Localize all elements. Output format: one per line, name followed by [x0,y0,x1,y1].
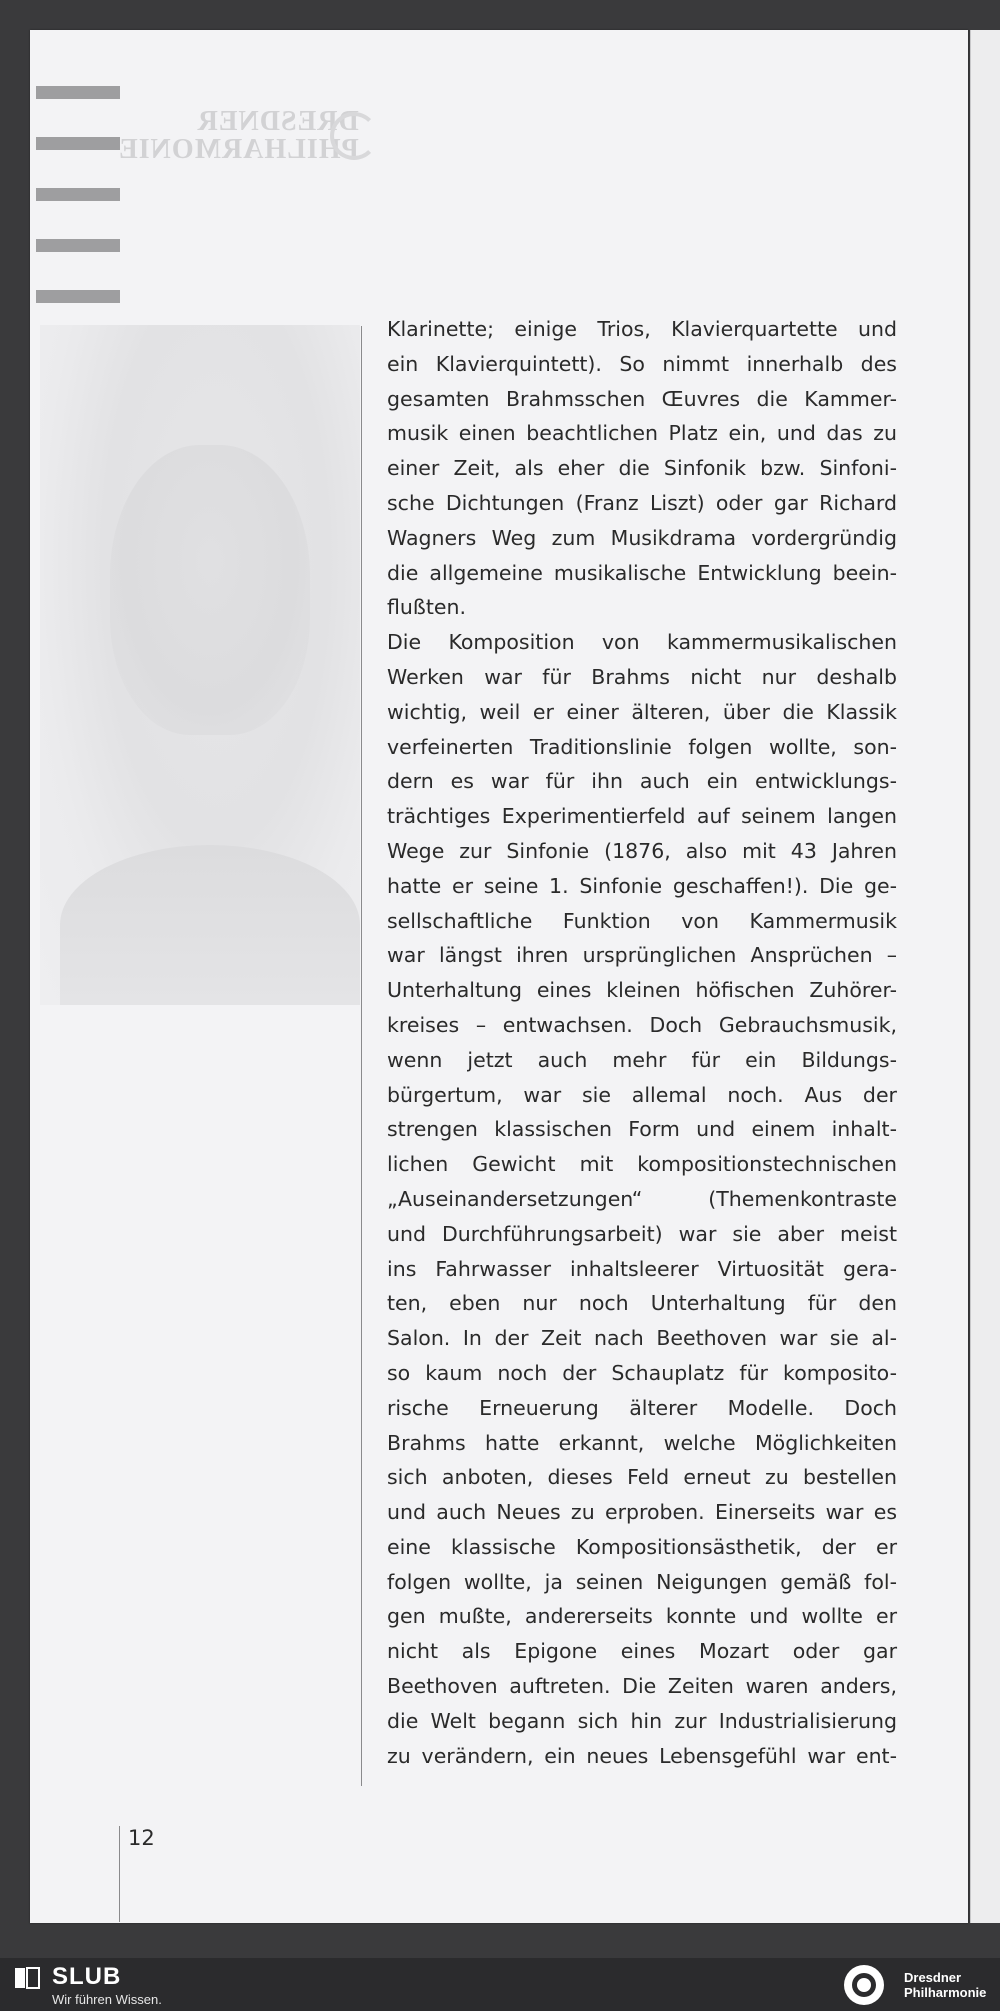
text-line: und auch Neues zu erproben. Einerseits war es [387,1500,897,1525]
text-line: und Durchführungsarbeit) war sie aber meist [387,1221,897,1246]
text-line: zu verändern, ein neues Lebensgefühl war ent- [387,1743,897,1768]
text-line: rische Erneuerung älterer Modelle. Doch [387,1395,897,1420]
column-rule [361,326,362,1786]
registration-mark [36,239,120,252]
registration-marks [36,86,120,341]
text-line: einer Zeit, als eher die Sinfonik bzw. Sinfoni- [387,456,897,481]
text-line: Klarinette; einige Trios, Klavierquartette und [387,317,897,341]
text-line: Beethoven auftreten. Die Zeiten waren anders, [387,1674,897,1699]
text-line: Unterhaltung eines kleinen höfischen Zuhörer- [387,978,897,1003]
text-line: so kaum noch der Schauplatz für komposito- [387,1360,897,1385]
text-line: lichen Gewicht mit kompositionstechnischen [387,1152,897,1177]
slub-book-icon[interactable] [14,1966,40,1990]
page-number-rule [119,1826,120,1922]
text-line: „Auseinandersetzungen“ (Themenkontraste [387,1186,897,1211]
library-name[interactable]: SLUB [52,1963,122,1990]
partner-name-line2: Philharmonie [904,1985,987,2000]
portrait-face [110,445,310,735]
text-line: musik einen beachtlichen Platz ein, und das zu [387,421,897,446]
text-line: wichtig, weil er einer älteren, über die Klassik [387,699,897,724]
dresdner-philharmonie-logo-icon[interactable] [842,1963,886,2007]
text-line: Werken war für Brahms nicht nur deshalb [387,664,897,689]
viewer-footer [0,1958,1000,2011]
portrait-shoulders [60,845,360,1005]
library-tagline: Wir führen Wissen. [52,1992,162,2007]
text-line: gen mußte, andererseits konnte und wollte er [387,1604,897,1629]
text-line: ten, eben nur noch Unterhaltung für den [387,1291,897,1316]
faded-portrait-photo [40,325,360,1005]
show-through-logo-line: PHILHARMONIE [118,134,359,165]
text-line: Wege zur Sinfonie (1876, also mit 43 Jahren [387,838,897,863]
text-line: war längst ihren ursprünglichen Ansprüchen – [387,943,897,968]
text-line: verfeinerten Traditionslinie folgen wollte, son- [387,734,897,759]
partner-name-line1: Dresdner [904,1970,962,1985]
show-through-logo-text [118,108,359,164]
text-line: Die Komposition von kammermusikalischen [387,630,897,655]
registration-mark [36,290,120,303]
text-line: sellschaftliche Funktion von Kammermusik [387,908,897,933]
text-line: eine klassische Kompositionsästhetik, der er [387,1534,897,1559]
text-line: bürgertum, war sie allemal noch. Aus der [387,1082,897,1107]
text-line: Brahms hatte erkannt, welche Möglichkeiten [387,1430,897,1455]
show-through-logo-icon [330,112,378,160]
text-line: ein Klavierquintett). So nimmt innerhalb des [387,351,897,376]
page-number: 12 [128,1826,155,1850]
registration-mark [36,137,120,150]
text-line: sche Dichtungen (Franz Liszt) oder gar Richard [387,490,897,515]
text-line: wenn jetzt auch mehr für ein Bildungs- [387,1047,897,1072]
text-line: die allgemeine musikalische Entwicklung beein- [387,560,897,585]
text-line: Wagners Weg zum Musikdrama vordergründig [387,525,897,550]
text-line: folgen wollte, ja seinen Neigungen gemäß fol- [387,1569,897,1594]
text-line: hatte er seine 1. Sinfonie geschaffen!). Die ge- [387,873,897,898]
text-line: Salon. In der Zeit nach Beethoven war sie al- [387,1326,897,1351]
text-line: die Welt begann sich hin zur Industrialisierung [387,1708,897,1733]
text-line: sich anboten, dieses Feld erneut zu bestellen [387,1465,897,1490]
show-through-logo-line: DRESDNER [196,106,359,137]
registration-mark [36,86,120,99]
partner-name[interactable] [904,1970,986,2000]
text-line: trächtiges Experimentierfeld auf seinem langen [387,804,897,829]
text-line: strengen klassischen Form und einem inhalt- [387,1117,897,1142]
text-line: flußten. [387,595,466,620]
text-line: kreises – entwachsen. Doch Gebrauchsmusik, [387,1012,897,1037]
text-line: nicht als Epigone eines Mozart oder gar [387,1639,897,1664]
text-line: gesamten Brahmsschen Œuvres die Kammer- [387,386,897,411]
registration-mark [36,188,120,201]
text-line: dern es war für ihn auch ein entwicklungs- [387,769,897,794]
body-text-column [387,312,897,1773]
text-line: ins Fahrwasser inhaltsleerer Virtuosität gera- [387,1256,897,1281]
next-page-edge [970,30,1000,1923]
